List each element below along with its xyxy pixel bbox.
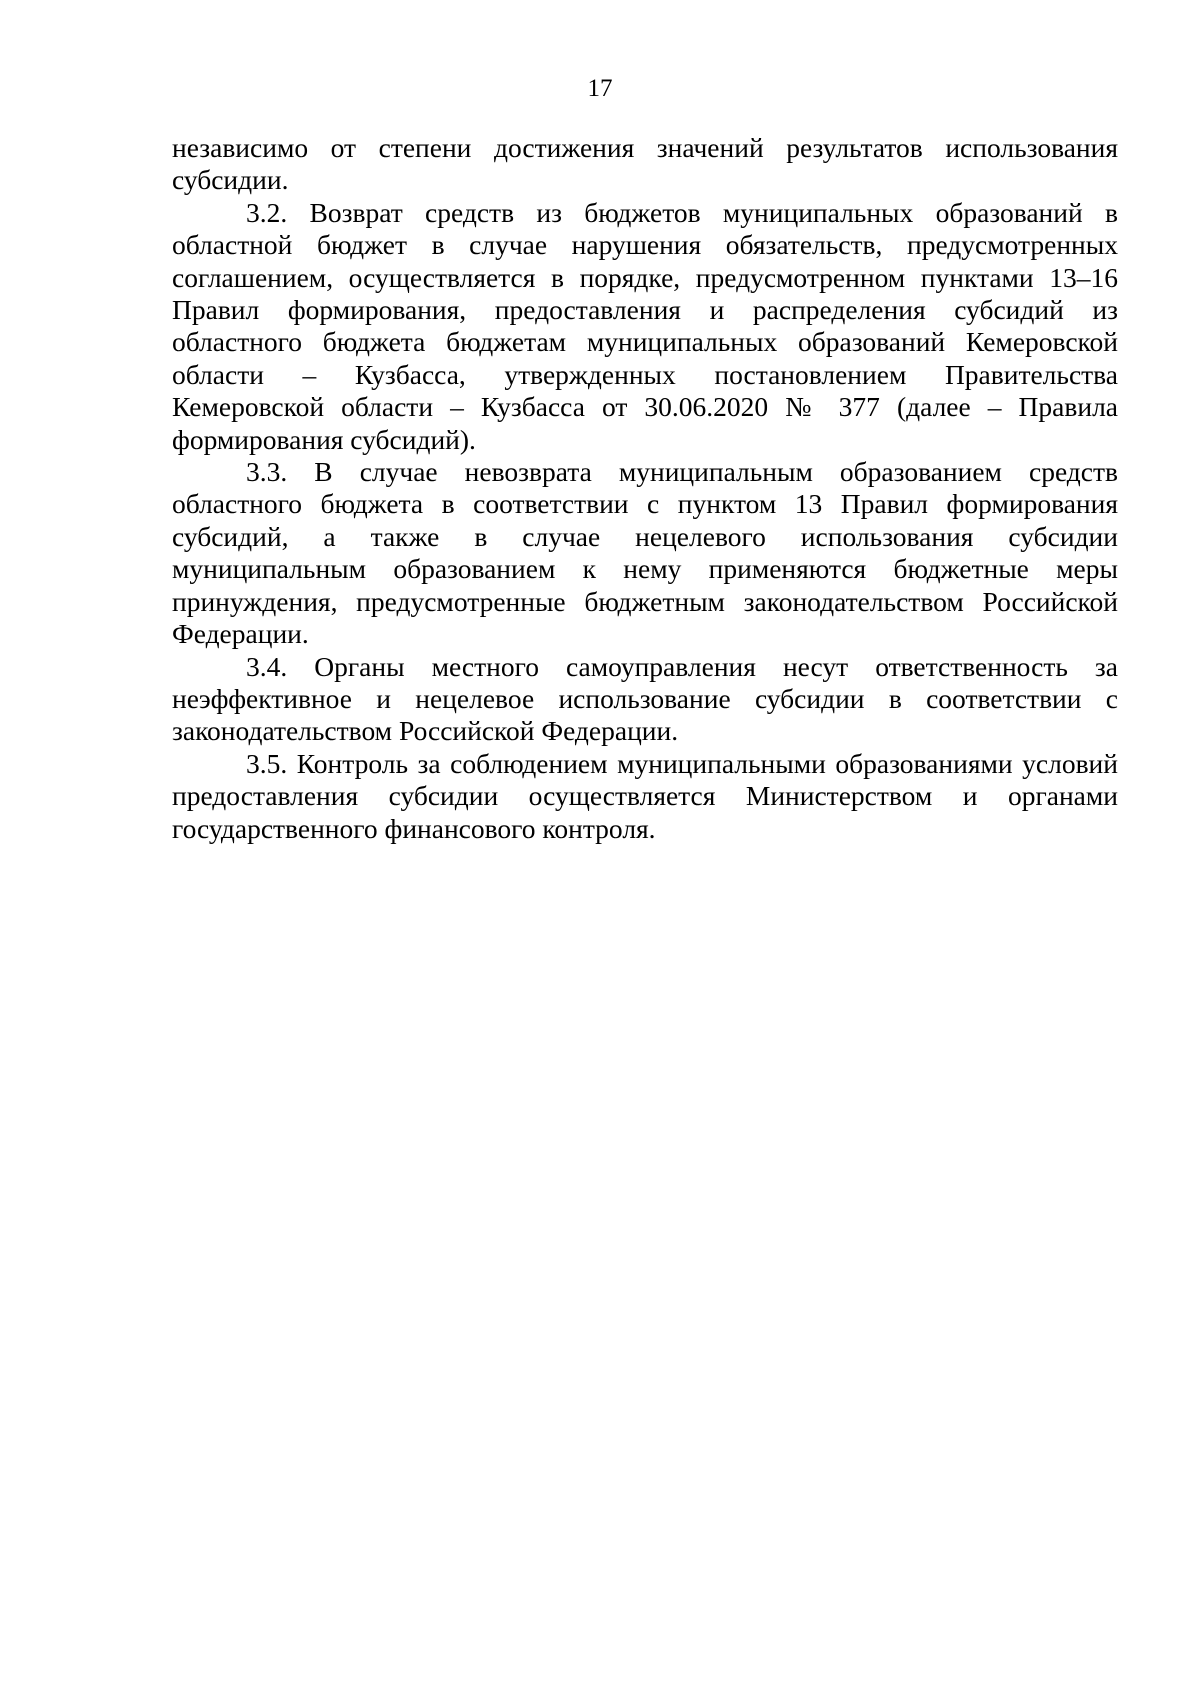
paragraph-3-5: 3.5. Контроль за соблюдением муниципальными образованиями условий предоставления субсидии осуществляется Министерством и органами государственного финансового контроля. bbox=[172, 747, 1118, 844]
document-body bbox=[172, 132, 1118, 845]
page-number: 17 bbox=[587, 75, 613, 102]
paragraph-continuation: независимо от степени достижения значений результатов использования субсидии. bbox=[172, 132, 1118, 196]
paragraph-3-3: 3.3. В случае невозврата муниципальным образованием средств областного бюджета в соответствии с пунктом 13 Правил формирования субсидий, а также в случае нецелевого использования субсидии муниципальным образованием к нему применяются бюджетные меры принуждения, предусмотренные бюджетным законодательством Российской Федерации. bbox=[172, 456, 1118, 650]
paragraph-3-2: 3.2. Возврат средств из бюджетов муниципальных образований в областной бюджет в случае нарушения обязательств, предусмотренных соглашением, осуществляется в порядке, предусмотренном пунктами 13–16 Правил формирования, предоставления и распределения субсидий из областного бюджета бюджетам муниципальных образований Кемеровской области – Кузбасса, утвержденных постановлением Правительства Кемеровской области – Кузбасса от 30.06.2020 № 377 (далее – Правила формирования субсидий). bbox=[172, 196, 1118, 455]
paragraph-3-4: 3.4. Органы местного самоуправления несут ответственность за неэффективное и нецелевое использование субсидии в соответствии с законодательством Российской Федерации. bbox=[172, 650, 1118, 747]
